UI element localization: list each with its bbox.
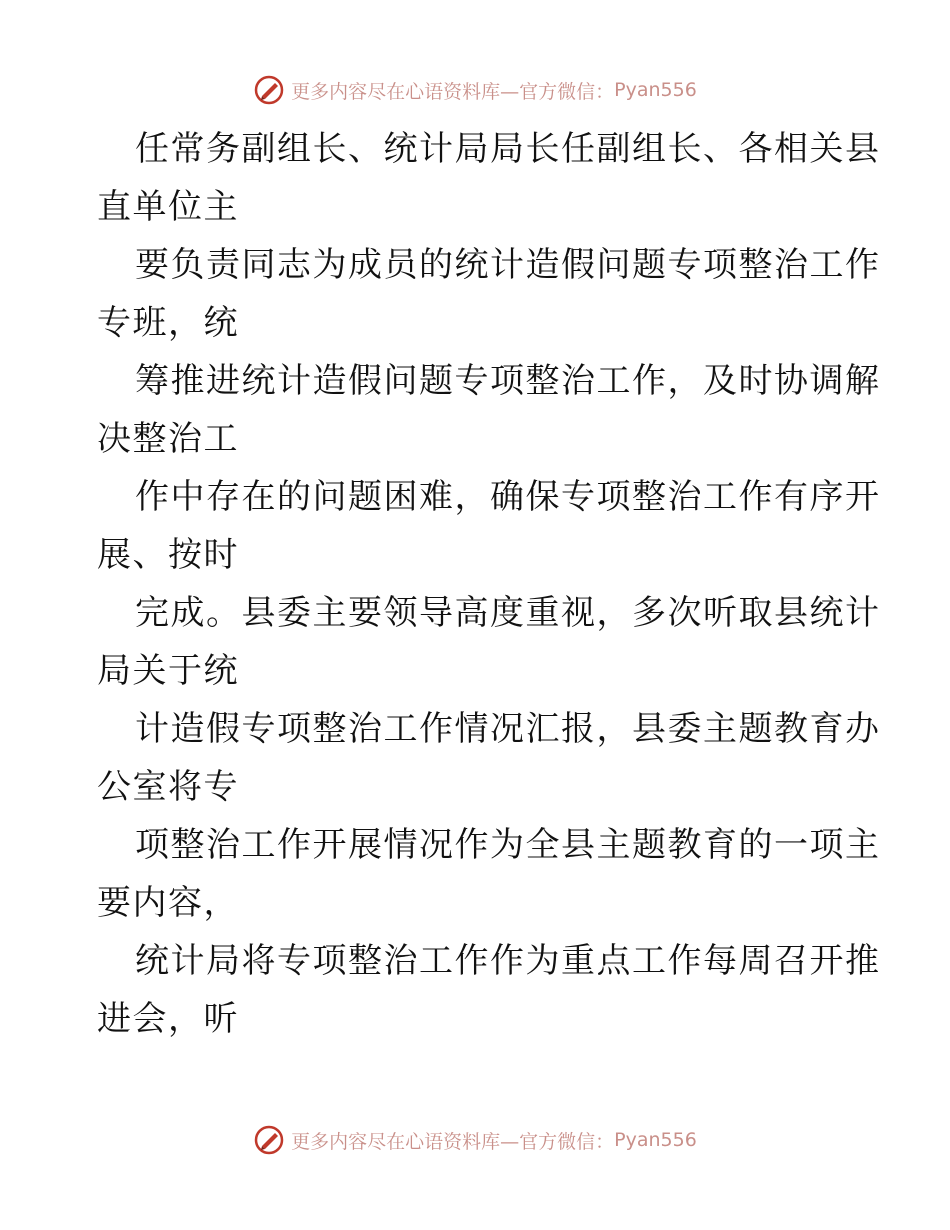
body-line: 进会，听: [97, 999, 239, 1039]
body-line: 展、按时: [97, 535, 239, 575]
footer-watermark-text: 更多内容尽在心语资料库—官方微信：: [291, 1130, 615, 1153]
body-line: 项整治工作开展情况作为全县主题教育的一项主: [135, 825, 881, 865]
body-line: 完成。县委主要领导高度重视，多次听取县统计: [135, 593, 881, 633]
header-watermark-text: 更多内容尽在心语资料库—官方微信：: [291, 80, 615, 103]
body-line: 要内容，: [97, 883, 239, 923]
body-line: 局关于统: [97, 651, 239, 691]
body-line: 直单位主: [97, 187, 239, 227]
body-line: 计造假专项整治工作情况汇报，县委主题教育办: [135, 709, 881, 749]
footer-watermark-wechat-id: Pyan556: [614, 1129, 697, 1151]
body-line: 统计局将专项整治工作作为重点工作每周召开推: [135, 941, 881, 981]
pen-logo-icon: [253, 74, 285, 106]
body-line: 要负责同志为成员的统计造假问题专项整治工作: [135, 245, 881, 285]
header-watermark-wechat-id: Pyan556: [614, 79, 697, 101]
body-line: 决整治工: [97, 419, 239, 459]
body-line: 筹推进统计造假问题专项整治工作，及时协调解: [135, 361, 881, 401]
pen-logo-icon: [253, 1124, 285, 1156]
body-line: 任常务副组长、统计局局长任副组长、各相关县: [135, 129, 881, 169]
footer-watermark: [0, 1120, 950, 1160]
header-watermark: [0, 70, 950, 110]
body-line: 作中存在的问题困难，确保专项整治工作有序开: [135, 477, 881, 517]
body-line: 公室将专: [97, 767, 239, 807]
body-line: 专班，统: [97, 303, 239, 343]
document-body: [97, 120, 881, 1048]
